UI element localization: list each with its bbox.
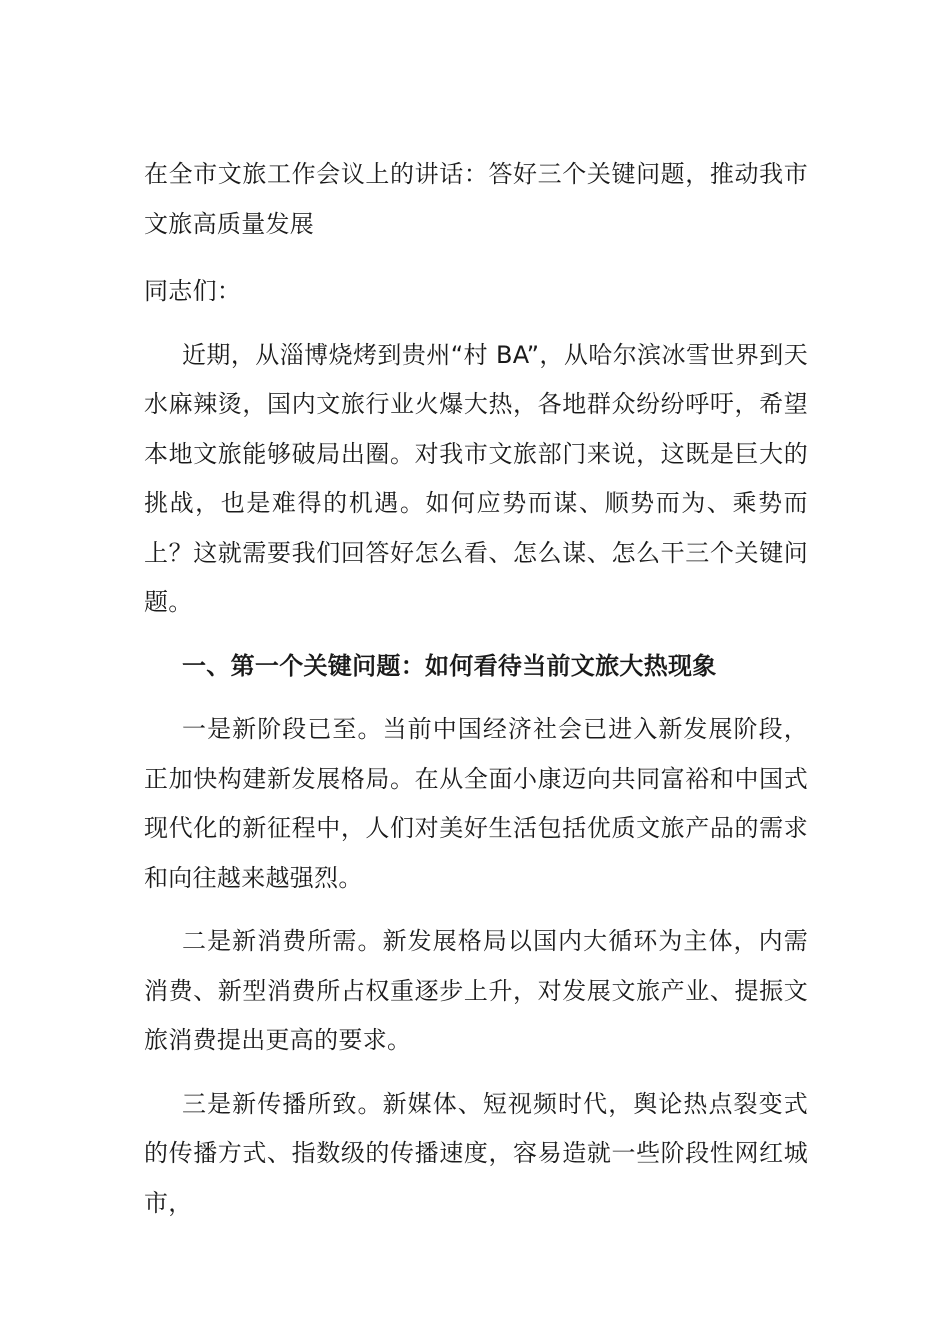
salutation: 同志们： <box>144 277 242 305</box>
document-body <box>144 150 808 1242</box>
section-heading: 一、第一个关键问题：如何看待当前文旅大热现象 <box>182 651 717 680</box>
point-paragraph-3: 三是新传播所致。新媒体、短视频时代，舆论热点裂变式的传播方式、指数级的传播速度，容易造就一些阶段性网红城市， <box>144 1089 808 1217</box>
point-paragraph-1: 一是新阶段已至。当前中国经济社会已进入新发展阶段，正加快构建新发展格局。在从全面小康迈向共同富裕和中国式现代化的新征程中，人们对美好生活包括优质文旅产品的需求和向往越来越强烈。 <box>144 715 808 892</box>
intro-paragraph: 近期，从淄博烧烤到贵州“村 BA”，从哈尔滨冰雪世界到天水麻辣烫，国内文旅行业火爆大热，各地群众纷纷呼吁，希望本地文旅能够破局出圈。对我市文旅部门来说，这既是巨大的挑战，也是难得的机遇。如何应势而谋、顺势而为、乘势而上？这就需要我们回答好怎么看、怎么谋、怎么干三个关键问题。 <box>144 340 808 616</box>
point-paragraph-2: 二是新消费所需。新发展格局以国内大循环为主体，内需消费、新型消费所占权重逐步上升，对发展文旅产业、提振文旅消费提出更高的要求。 <box>144 927 808 1054</box>
document-title: 在全市文旅工作会议上的讲话：答好三个关键问题，推动我市文旅高质量发展 <box>144 160 808 238</box>
